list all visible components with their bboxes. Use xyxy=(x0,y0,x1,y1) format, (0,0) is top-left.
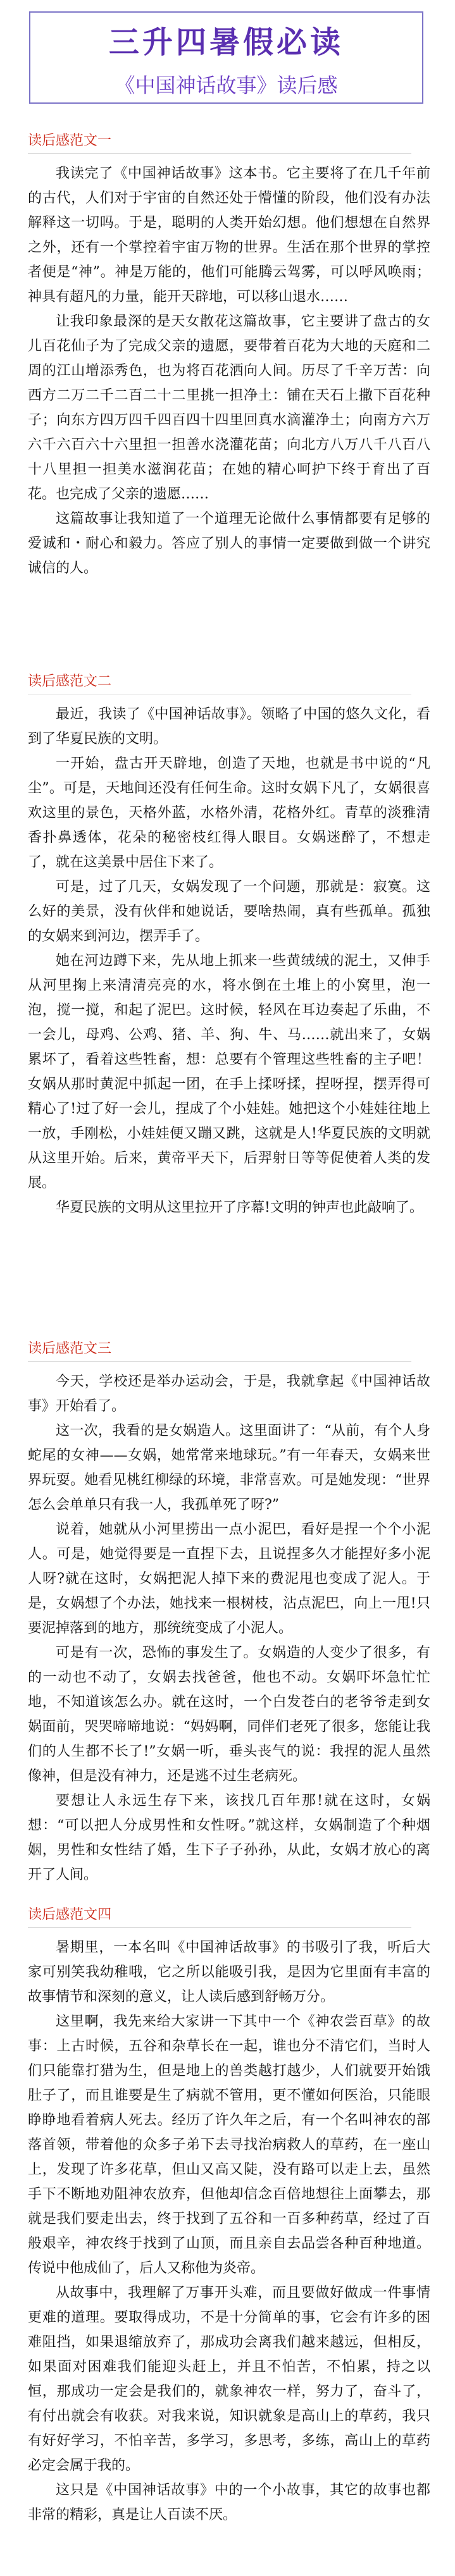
paragraph: 这一次，我看的是女娲造人。这里面讲了：“从前，有个人身蛇尾的女神——女娲，她常常来地球玩。”有一年春天，女娲来世界玩耍。她看见桃红柳绿的环境，非常喜欢。可是她发现：“世界怎么会单单只有我一人，我孤单死了呀?” xyxy=(28,1423,430,1513)
paragraph: 可是，过了几天，女娲发现了一个问题，那就是：寂寞。这么好的美景，没有伙伴和她说话，要啥热闹，真有些孤单。孤独的女娲来到河边，摆弄手了。 xyxy=(28,879,430,944)
paragraph: 要想让人永远生存下来，该找几百年那!就在这时，女娲想：“可以把人分成男性和女性呀。”就这样，女娲制造了个种烟姻，男性和女性结了婚，生下子子孙孙，从此，女娲才放心的离开了人间。 xyxy=(28,1793,430,1883)
paragraph: 让我印象最深的是天女散花这篇故事，它主要讲了盘古的女儿百花仙子为了完成父亲的遗愿，要带着百花为大地的天庭和二周的江山增添秀色，也为将百花洒向人间。历尽了千辛万苦：向西方二万二千二百二十二里挑一担净土：铺在天石上撒下百花种子；向东方四万四千四百四十四里回真水滴灌净土；向南方六万六千六百六十六里担一担善水浇灌花苗；向北方八万八千八百八十八里担一担美水滋润花苗；在她的精心呵护下终于育出了百花。也完成了父亲的遗愿…… xyxy=(28,314,430,502)
section-heading: 读后感范文四 xyxy=(28,1904,411,1928)
title-banner xyxy=(29,11,423,104)
paragraph: 从故事中，我理解了万事开头难，而且要做好做成一件事情更难的道理。要取得成功，不是十分简单的事，它会有许多的困难阻挡，如果退缩放弃了，那成功会离我们越来越远，但相反，如果面对困难我们能迎头赶上，并且不怕苦，不怕累，持之以恒，那成功一定会是我们的，就象神农一样，努力了，奋斗了，有付出就会有收获。对我来说，知识就象是高山上的草药，我只有好好学习，不怕辛苦，多学习，多思考，多练，高山上的草药必定会属于我的。 xyxy=(28,2285,430,2474)
section-heading: 读后感范文二 xyxy=(28,670,411,694)
paragraph: 她在河边蹲下来，先从地上抓来一些黄绒绒的泥土，又伸手从河里掬上来清清亮亮的水，将水倒在土堆上的小窝里，泡一泡，搅一搅，和起了泥巴。这时候，轻风在耳边奏起了乐曲，不一会儿，母鸡、公鸡、猪、羊、狗、牛、马……就出来了，女娲累坏了，看着这些牲畜，想：总要有个管理这些牲畜的主子吧！女娲从那时黄泥中抓起一团，在手上揉呀揉，捏呀捏，摆弄得可精心了!过了好一会儿，捏成了个小娃娃。她把这个小娃娃往地上一放，手刚松，小娃娃便又蹦又跳，这就是人!华夏民族的文明就从这里开始。后来，黄帝平天下，后羿射日等等促使着人类的发展。 xyxy=(28,953,430,1191)
paragraph: 可是有一次，恐怖的事发生了。女娲造的人变少了很多，有的一动也不动了，女娲去找爸爸，他也不动。女娲吓坏急忙忙地，不知道该怎么办。就在这时，一个白发苍白的老爷爷走到女娲面前，哭哭啼啼地说：“妈妈啊，同伴们老死了很多，您能让我们的人生都不长了!”女娲一听，垂头丧气的说：我捏的泥人虽然像神，但是没有神力，还是逃不过生老病死。 xyxy=(28,1645,430,1784)
section-heading: 读后感范文三 xyxy=(28,1338,411,1362)
paragraph: 暑期里，一本名叫《中国神话故事》的书吸引了我，听后大家可别笑我幼稚哦，它之所以能吸引我，是因为它里面有丰富的故事情节和深刻的意义，让人读后感到舒畅万分。 xyxy=(28,1940,430,2005)
paragraph: 我读完了《中国神话故事》这本书。它主要将了在几千年前的古代，人们对于宇宙的自然还处于懵懂的阶段，他们没有办法解释这一切吗。于是，聪明的人类开始幻想。他们想想在自然界之外，还有一个掌控着宇宙万物的世界。生活在那个世界的掌控者便是“神”。神是万能的，他们可能腾云驾雾，可以呼风唤雨；神具有超凡的力量，能开天辟地，可以移山退水…… xyxy=(28,166,430,305)
section-heading: 读后感范文一 xyxy=(28,130,411,154)
paragraph: 今天，学校还是举办运动会，于是，我就拿起《中国神话故事》开始看了。 xyxy=(28,1374,430,1414)
paragraph: 这里啊，我先来给大家讲一下其中一个《神农尝百草》的故事：上古时候，五谷和杂草长在一起，谁也分不清它们，当时人们只能靠打猎为生，但是地上的兽类越打越少，人们就要开始饿肚子了，而且谁要是生了病就不管用，更不懂如何医治，只能眼睁睁地看着病人死去。经历了许久年之后，有一个名叫神农的部落首领，带着他的众多子弟下去寻找治病救人的草药，在一座山上，发现了许多花草，但山又高又陡，没有路可以走上去，虽然手下不断地劝阻神农放弃，但他却信念百倍地想往上面攀去，那就是我们要走出去，终于找到了五谷和一百多种药草，经过了百般艰辛，神农终于找到了山顶，而且亲自去品尝各种百种地道。传说中他成仙了，后人又称他为炎帝。 xyxy=(28,2014,430,2276)
page-title: 三升四暑假必读 xyxy=(108,25,344,60)
essay-section-4 xyxy=(28,1904,430,2527)
paragraph: 这篇故事让我知道了一个道理无论做什么事情都要有足够的爱诚和・耐心和毅力。答应了别人的事情一定要做到做一个讲究诚信的人。 xyxy=(28,511,430,576)
paragraph: 一开始，盘古开天辟地，创造了天地，也就是书中说的“凡尘”。可是，天地间还没有任何生命。这时女娲下凡了，女娲很喜欢这里的景色，天格外蓝，水格外清，花格外红。青草的淡雅清香扑鼻透体，花朵的秘密枝红得人眼目。女娲迷醉了，不想走了，就在这美景中居住下来了。 xyxy=(28,756,430,870)
essay-section-3 xyxy=(28,1338,430,1887)
essay-section-1 xyxy=(28,130,430,581)
paragraph: 最近，我读了《中国神话故事》。领略了中国的悠久文化，看到了华夏民族的文明。 xyxy=(28,706,430,747)
paragraph: 华夏民族的文明从这里拉开了序幕!文明的钟声也此敲响了。 xyxy=(56,1200,423,1216)
paragraph: 说着，她就从小河里捞出一点小泥巴，看好是捏一个个小泥人。可是，她觉得要是一直捏下去，且说捏多久才能捏好多小泥人呀?就在这时，女娲把泥人掉下来的费泥甩也变成了泥人。于是，女娲想了个办法，她找来一根树枝，沾点泥巴，向上一甩!只要泥掉落到的地方，那统统变成了小泥人。 xyxy=(28,1522,430,1636)
page-subtitle: 《中国神话故事》读后感 xyxy=(115,73,338,97)
essay-section-2 xyxy=(28,670,430,1220)
paragraph: 这只是《中国神话故事》中的一个小故事，其它的故事也都非常的精彩，真是让人百读不厌。 xyxy=(28,2482,430,2523)
